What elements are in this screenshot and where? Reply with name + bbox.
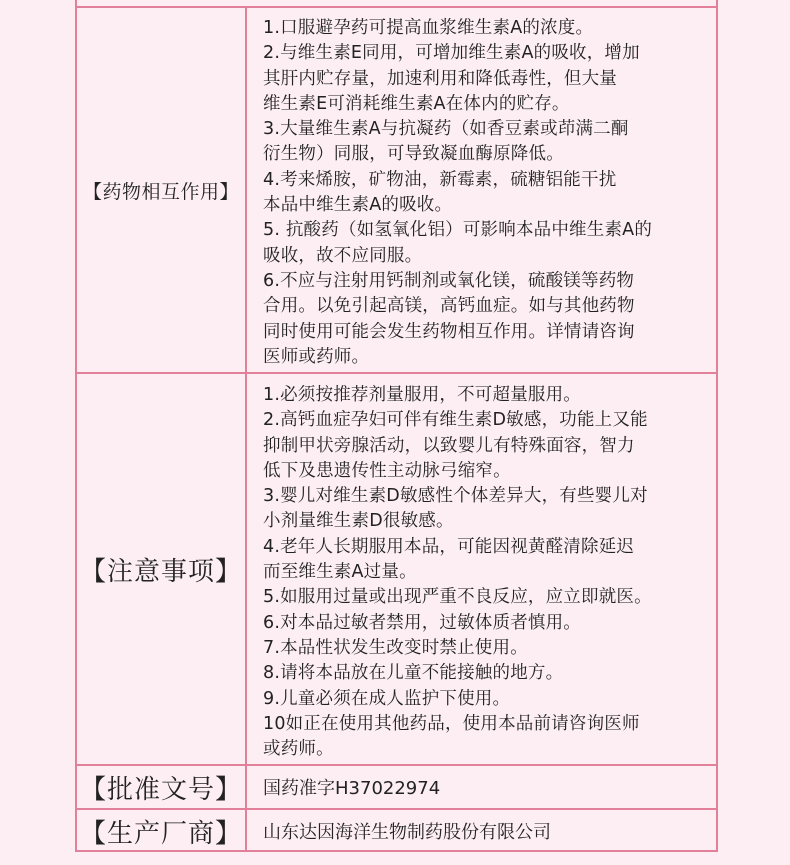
text-line: 或药师。 [263,739,334,760]
manufacturer-label: 【生产厂商】 [79,818,242,849]
text-line: 医师或药师。 [263,346,370,367]
precautions-content [263,383,713,762]
text-line: 合用。以免引起高镁，高钙血症。如与其他药物 [263,296,635,317]
text-line: 1.必须按推荐剂量服用，不可超量服用。 [263,385,581,405]
text-line: 2.与维生素E同用，可增加维生素A的吸收，增加 [263,43,640,64]
column-divider [245,808,247,852]
text-line: 3.大量维生素A与抗凝药（如香豆素或茚满二酮 [263,119,629,140]
text-line: 6.对本品过敏者禁用，过敏体质者慎用。 [263,612,581,633]
text-line: 1.口服避孕药可提高血浆维生素A的浓度。 [263,18,594,38]
text-line: 9.儿童必须在成人监护下使用。 [263,688,511,709]
drug-info-table [75,0,718,852]
text-line: 7.本品性状发生改变时禁止使用。 [263,637,528,658]
text-line: 衍生物）同服，可导致凝血酶原降低。 [263,144,564,165]
text-line: 2.高钙血症孕妇可伴有维生素D敏感，功能上又能 [263,410,648,431]
interactions-label: 【药物相互作用】 [82,180,239,203]
text-line: 维生素E可消耗维生素A在体内的贮存。 [263,93,570,114]
text-line: 小剂量维生素D很敏感。 [263,511,454,532]
precautions-label: 【注意事项】 [79,556,242,587]
text-line: 10如正在使用其他药品，使用本品前请咨询医师 [263,713,640,734]
table-divider [77,850,716,852]
column-divider [245,764,247,808]
text-line: 6.不应与注射用钙制剂或氧化镁，硫酸镁等药物 [263,270,635,291]
text-line: 吸收，故不应同服。 [263,245,423,266]
text-line: 抑制甲状旁腺活动，以致婴儿有特殊面容，智力 [263,435,635,456]
text-line: 同时使用可能会发生药物相互作用。详情请咨询 [263,321,635,342]
column-divider [245,6,247,372]
text-line: 4.考来烯胺，矿物油，新霉素，硫糖铝能干扰 [263,169,617,190]
approval-number-label: 【批准文号】 [79,774,242,805]
text-line: 4.老年人长期服用本品，可能因视黄醛清除延迟 [263,536,635,557]
column-divider [245,372,247,764]
text-line: 而至维生素A过量。 [263,562,417,583]
approval-number-cell [263,766,713,808]
interactions-content [263,16,713,370]
text-line: 其肝内贮存量，加速利用和降低毒性，但大量 [263,68,617,89]
text-line: 低下及患遗传性主动脉弓缩窄。 [263,460,511,481]
text-line: 3.婴儿对维生素D敏感性个体差异大，有些婴儿对 [263,486,648,507]
manufacturer-cell [263,810,713,852]
manufacturer-value: 山东达因海洋生物制药股份有限公司 [263,822,551,843]
text-line: 5. 抗酸药（如氢氧化铝）可影响本品中维生素A的 [263,220,653,241]
text-line: 本品中维生素A的吸收。 [263,195,453,216]
text-line: 8.请将本品放在儿童不能接触的地方。 [263,663,564,684]
text-line: 5.如服用过量或出现严重不良反应，应立即就医。 [263,587,652,608]
approval-number-value: 国药准字H37022974 [263,778,441,799]
